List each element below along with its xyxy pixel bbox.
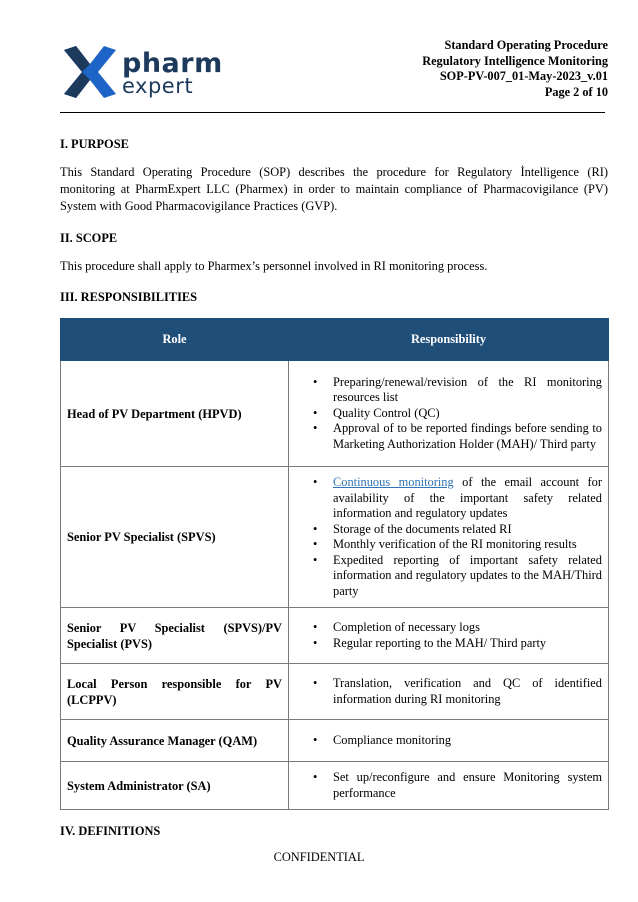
responsibility-item-text: of the email account for availability of the important safety related information and regulatory updates [333,475,602,520]
responsibility-item [295,475,602,522]
responsibility-item: • Quality Control (QC) [295,406,602,422]
responsibility-cell [289,467,609,608]
pharmexpert-logo [60,40,223,104]
doc-subtitle: Regulatory Intelligence Monitoring [422,53,608,68]
header-divider [60,112,605,113]
logo-word-pharm: pharm [122,48,223,79]
section-title-definitions: IV. DEFINITIONS [60,824,161,838]
table-row [61,720,609,762]
role-cell: Senior PV Specialist (SPVS) [61,467,289,608]
responsibility-cell [289,608,609,664]
logo-word-expert: expert [122,74,194,98]
scope-text: This procedure shall apply to Pharmex’s personnel involved in RI monitoring process. [60,259,488,273]
document-body [60,137,608,839]
table-row [61,762,609,810]
responsibility-item: • Regular reporting to the MAH/ Third party [295,636,602,652]
role-cell: Head of PV Department (HPVD) [61,361,289,467]
responsibility-item: • Translation, verification and QC of identified information during RI monitoring [295,676,602,707]
role-cell: Senior PV Specialist (SPVS)/PV Specialist (PVS) [61,608,289,664]
responsibility-item: • Compliance monitoring [295,733,602,749]
column-header-responsibility: Responsibility [289,319,609,361]
doc-title: Standard Operating Procedure [444,38,608,52]
responsibility-item: • Storage of the documents related RI [295,522,602,538]
continuous-monitoring-link[interactable]: Continuous monitoring [333,475,454,489]
table-row [61,467,609,608]
role-cell: Quality Assurance Manager (QAM) [61,720,289,762]
role-cell: Local Person responsible for PV (LCPPV) [61,664,289,720]
document-meta [422,38,608,100]
page-header [60,36,608,108]
table-row [61,361,609,467]
responsibility-item: • Expedited reporting of important safety related information and regulatory updates to the MAH/Third party [295,553,602,600]
x-mark-icon [60,40,120,102]
section-title-purpose: I. PURPOSE [60,137,129,151]
role-cell: System Administrator (SA) [61,762,289,810]
responsibility-cell [289,664,609,720]
responsibility-cell [289,361,609,467]
responsibility-item: • Completion of necessary logs [295,620,602,636]
doc-code: SOP-PV-007_01-May-2023_v.01 [439,69,608,84]
column-header-role: Role [61,319,289,361]
responsibility-item: • Monthly verification of the RI monitoring results [295,537,602,553]
section-title-responsibilities: III. RESPONSIBILITIES [60,290,198,304]
purpose-text: This Standard Operating Procedure (SOP) describes the procedure for Regulatory İntelligence (RI) monitoring at PharmExpert LLC (Pharmex) in order to maintain compliance of Pharmacovigilance (PV) System with Good Pharmacovigilance Practices (GVP). [60,165,608,213]
responsibility-item: • Preparing/renewal/revision of the RI monitoring resources list [295,375,602,406]
table-row [61,608,609,664]
page-footer: CONFIDENTIAL [273,850,365,864]
table-row [61,664,609,720]
responsibility-cell [289,720,609,762]
table-header-row [61,319,609,361]
responsibility-item: • Set up/reconfigure and ensure Monitoring system performance [295,770,602,801]
responsibility-item: • Approval of to be reported findings before sending to Marketing Authorization Holder (MAH)/ Third party [295,421,602,452]
section-title-scope: II. SCOPE [60,231,118,245]
responsibilities-table [60,318,609,810]
responsibility-cell [289,762,609,810]
page-number: Page 2 of 10 [544,84,608,99]
